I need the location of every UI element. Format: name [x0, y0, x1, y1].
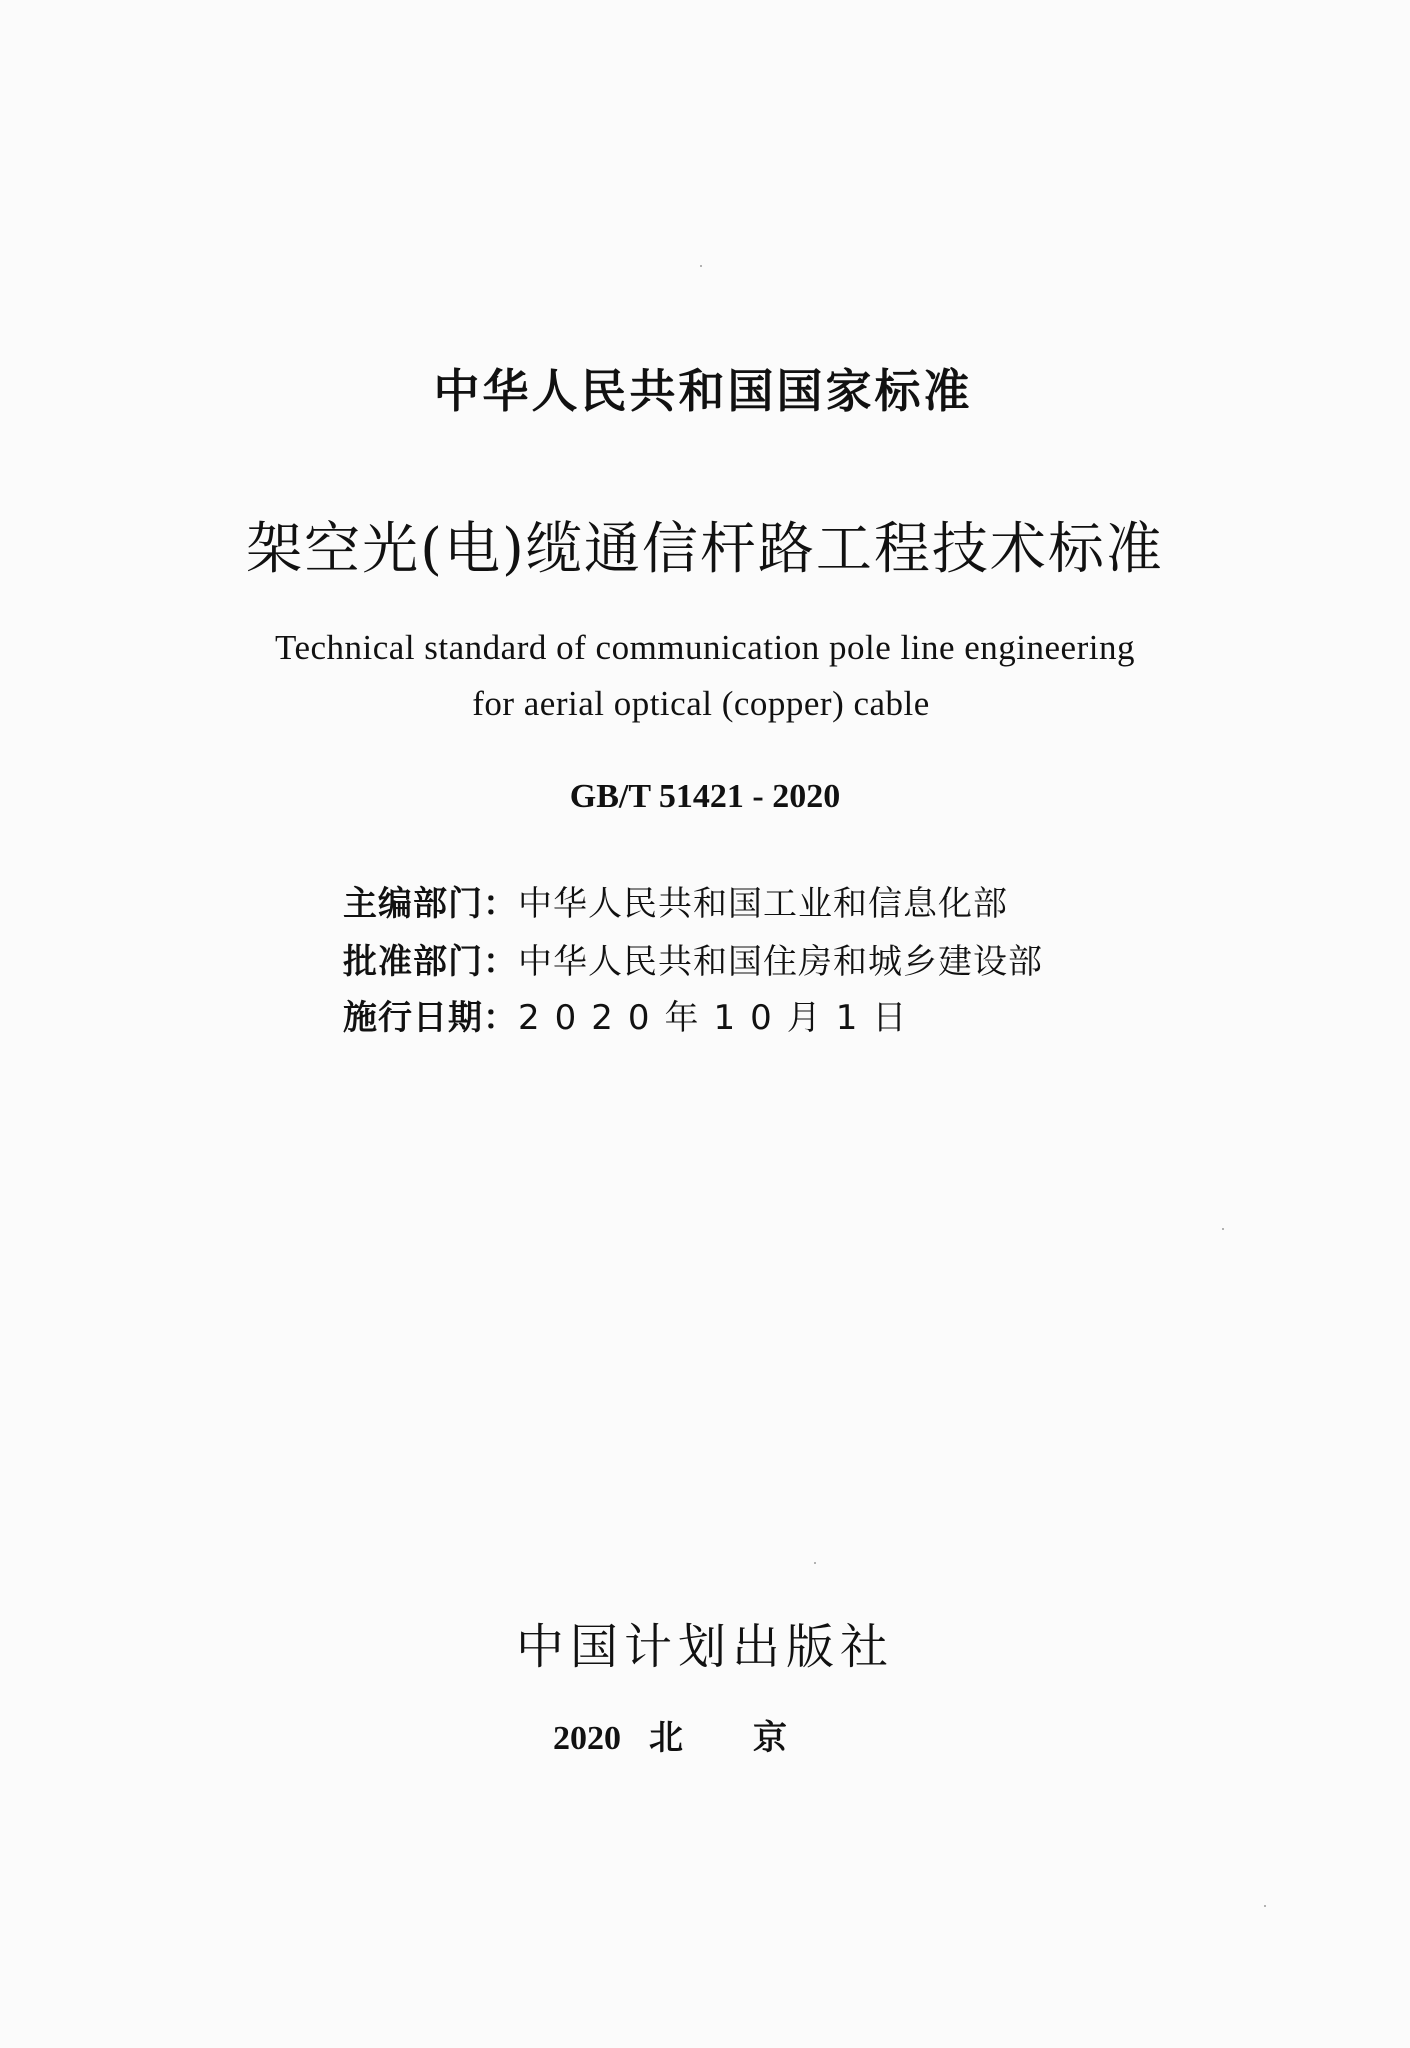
scan-speck [814, 1562, 816, 1564]
publication-year: 2020 [553, 1720, 621, 1757]
standard-code: GB/T 51421 - 2020 [569, 778, 841, 815]
effective-date-label: 施行日期： [343, 998, 518, 1038]
scan-speck [1222, 1228, 1224, 1230]
approver-department-value: 中华人民共和国住房和城乡建设部 [518, 942, 1043, 982]
publisher-name: 中国计划出版社 [515, 1619, 894, 1675]
publication-line [0, 1710, 1410, 1759]
editor-department-value: 中华人民共和国工业和信息化部 [518, 884, 1008, 924]
effective-date-value: 2020年10月1日 [518, 998, 922, 1038]
standard-title-english-line2: for aerial optical (copper) cable [472, 684, 930, 723]
standard-title-chinese: 架空光(电)缆通信杆路工程技术标准 [246, 517, 1164, 582]
effective-date-row [343, 990, 921, 1039]
scan-speck [1264, 1905, 1266, 1907]
editor-department-row [343, 876, 1008, 925]
publication-city: 北京 [649, 1718, 857, 1758]
standard-title-english-line1: Technical standard of communication pole line engineering [275, 628, 1135, 667]
approver-department-label: 批准部门： [343, 942, 518, 982]
editor-department-label: 主编部门： [343, 884, 518, 924]
scan-speck [700, 265, 702, 267]
approver-department-row [343, 934, 1043, 983]
national-standard-heading: 中华人民共和国国家标准 [433, 364, 973, 418]
